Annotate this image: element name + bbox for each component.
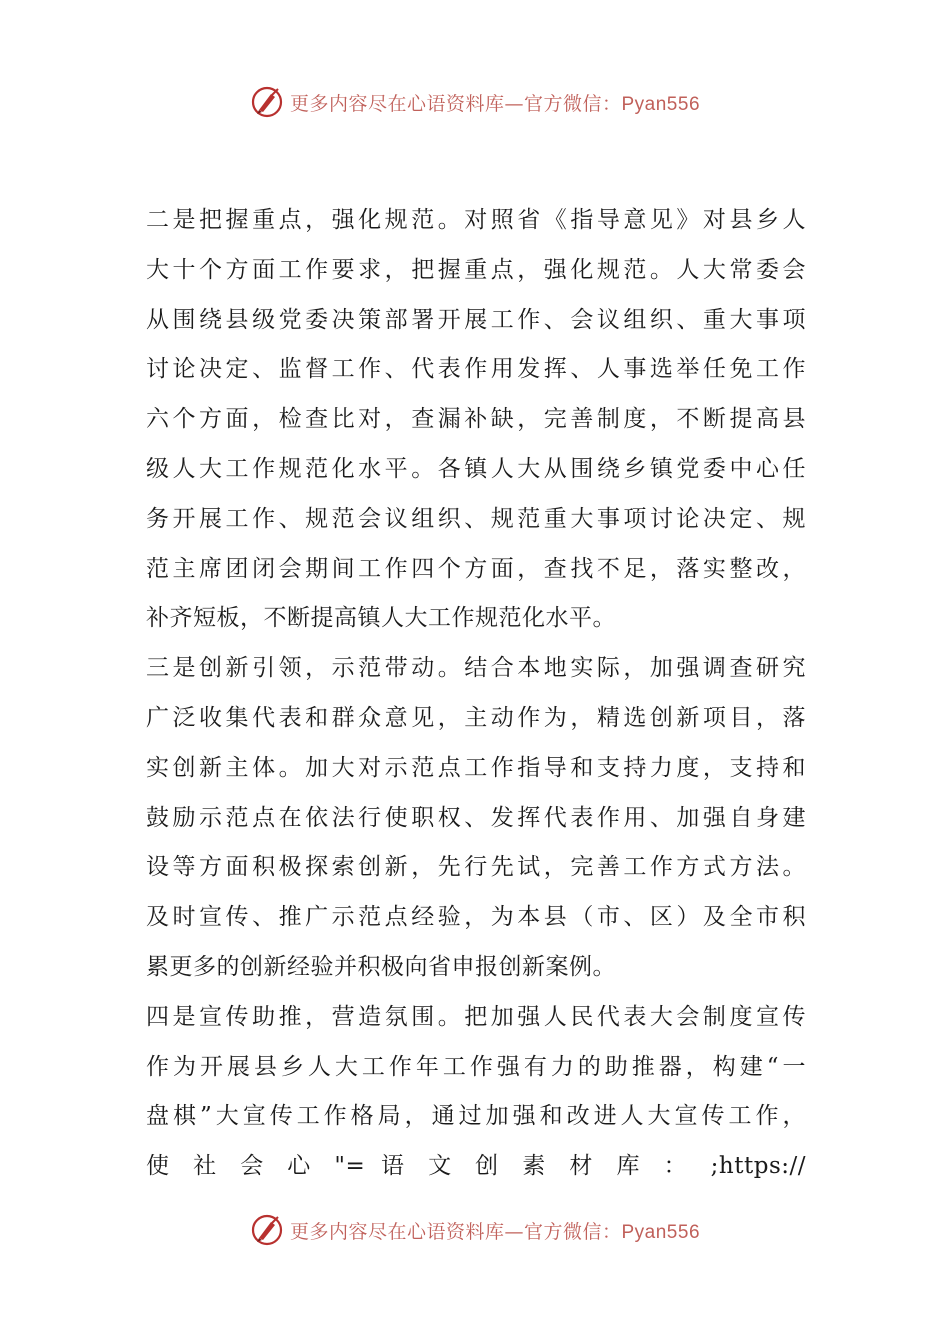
body-line: 从围绕县级党委决策部署开展工作、会议组织、重大事项 (146, 306, 806, 333)
body-line: 四是宣传助推，营造氛围。把加强人民代表大会制度宣传 (146, 1003, 806, 1030)
body-line: 广泛收集代表和群众意见，主动作为，精选创新项目，落 (146, 704, 806, 731)
body-line: 六个方面，检查比对，查漏补缺，完善制度，不断提高县 (146, 406, 806, 433)
body-line: 实创新主体。加大对示范点工作指导和支持力度，支持和 (146, 754, 806, 781)
body-line: 大十个方面工作要求，把握重点，强化规范。人大常委会 (146, 256, 806, 283)
document-body (146, 196, 806, 1192)
footer-banner-inner (250, 1213, 700, 1247)
body-line: 三是创新引领，示范带动。结合本地实际，加强调查研究 (146, 655, 806, 682)
body-line: 设等方面积极探索创新，先行先试，完善工作方式方法。 (146, 854, 806, 881)
body-line: 作为开展县乡人大工作年工作强有力的助推器，构建“一 (146, 1053, 806, 1080)
body-line: 使 社 会 心 "= 语 文 创 素 材 库 ： ;https:// (146, 1153, 806, 1180)
footer-banner-text (290, 1217, 700, 1244)
header-banner-wechat-id: Pyan556 (621, 93, 701, 115)
body-line: 累更多的创新经验并积极向省申报创新案例。 (146, 953, 616, 980)
header-banner-inner (250, 85, 700, 119)
body-line: 讨论决定、监督工作、代表作用发挥、人事选举任免工作 (146, 356, 806, 383)
header-banner (0, 82, 950, 122)
footer-banner-wechat-id: Pyan556 (621, 1221, 701, 1243)
body-line: 二是把握重点，强化规范。对照省《指导意见》对县乡人 (146, 207, 806, 233)
header-banner-cn: 更多内容尽在心语资料库—官方微信： (289, 92, 622, 115)
body-line: 盘棋”大宣传工作格局，通过加强和改进人大宣传工作， (146, 1103, 806, 1130)
body-line: 及时宣传、推广示范点经验，为本县（市、区）及全市积 (146, 904, 806, 931)
footer-banner (0, 1210, 950, 1250)
body-line: 务开展工作、规范会议组织、规范重大事项讨论决定、规 (146, 505, 806, 532)
pen-logo-icon (250, 1213, 284, 1247)
body-line: 鼓励示范点在依法行使职权、发挥代表作用、加强自身建 (146, 804, 806, 831)
pen-logo-icon (250, 85, 284, 119)
body-line: 补齐短板，不断提高镇人大工作规范化水平。 (146, 605, 616, 632)
body-line: 范主席团闭会期间工作四个方面，查找不足，落实整改， (146, 555, 806, 582)
header-banner-text (290, 89, 700, 116)
footer-banner-cn: 更多内容尽在心语资料库—官方微信： (289, 1220, 622, 1243)
body-line: 级人大工作规范化水平。各镇人大从围绕乡镇党委中心任 (146, 455, 806, 482)
